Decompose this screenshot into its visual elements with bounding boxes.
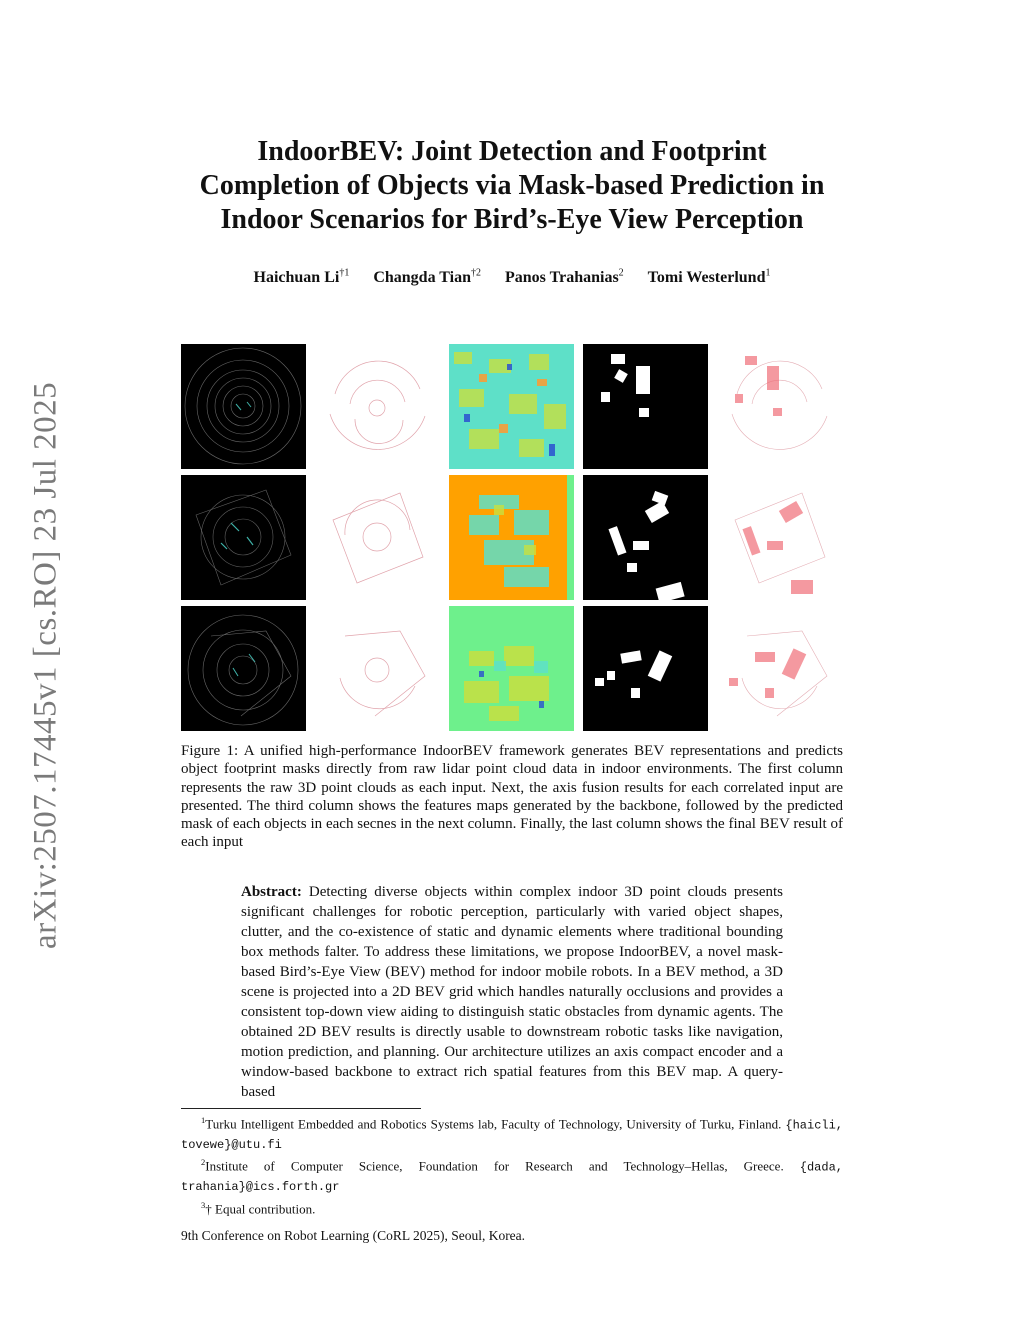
figure-1-grid bbox=[181, 344, 843, 732]
author: Changda Tian$^{\dagger 2}$ bbox=[373, 268, 481, 287]
author: Haichuan Li$^{\dagger 1}$ bbox=[253, 268, 350, 287]
abstract bbox=[241, 882, 783, 1102]
raw-point-cloud-image bbox=[181, 344, 306, 469]
footnote-3: $^3$† Equal contribution. bbox=[201, 1199, 316, 1216]
venue-line: 9th Conference on Robot Learning (CoRL 2025), Seoul, Korea. bbox=[181, 1228, 526, 1243]
title-line-2: Completion of Objects via Mask-based Prediction in bbox=[199, 170, 825, 201]
title-line-1: IndoorBEV: Joint Detection and Footprint bbox=[257, 136, 767, 167]
email: {haicli, tovewe}@utu.fi bbox=[181, 1118, 843, 1152]
email: {dada, trahania}@ics.forth.gr bbox=[181, 1160, 843, 1195]
final-bev-image bbox=[717, 344, 842, 469]
predicted-mask-image bbox=[583, 606, 708, 731]
footnotes bbox=[181, 1112, 843, 1217]
feature-map-image bbox=[449, 475, 574, 600]
axis-fusion-image bbox=[315, 344, 440, 469]
author: Panos Trahanias$^2$ bbox=[505, 268, 624, 287]
raw-point-cloud-image bbox=[181, 606, 306, 731]
abstract-text: Detecting diverse objects within complex indoor 3D point clouds presents significant challenges for robotic perception, particularly with varied object shapes, clutter, and the co-existence of static and dynamic elements where traditional bounding box methods falter. To address these limitations, we propose IndoorBEV, a novel mask-based Bird’s-Eye View (BEV) method for indoor mobile robots. In a BEV method, a 3D scene is projected into a 2D BEV grid which handles naturally occlusions and provides a consistent top-down view aiding to distinguish static obstacles from dynamic agents. The obtained 2D BEV results is directly usable to downstream robotic tasks like navigation, motion prediction, and planning. Our architecture utilizes an axis compact encoder and a window-based backbone to extract rich spatial features from this BEV map. A query-based bbox=[241, 884, 783, 1100]
title-line-3: Indoor Scenarios for Bird’s-Eye View Perception bbox=[220, 204, 804, 235]
footnote-1: $^1$Turku Intelligent Embedded and Robotics Systems lab, Faculty of Technology, University of Turku, Finland. {haicli, tovewe}@utu.fi bbox=[181, 1115, 843, 1152]
paper-title bbox=[150, 135, 874, 237]
axis-fusion-image bbox=[315, 475, 440, 600]
predicted-mask-image bbox=[583, 475, 708, 600]
footnote-divider bbox=[181, 1108, 421, 1109]
final-bev-image bbox=[717, 606, 842, 731]
final-bev-image bbox=[717, 475, 842, 600]
arxiv-sidebar-stamp: arXiv:2507.17445v1 [cs.RO] 23 Jul 2025 bbox=[27, 381, 64, 949]
predicted-mask-image bbox=[583, 344, 708, 469]
footnote-2: $^2$Institute of Computer Science, Foundation for Research and Technology–Hellas, Greece. {dada, trahania}@ics.forth.gr bbox=[181, 1157, 843, 1195]
abstract-label: Abstract: bbox=[241, 884, 302, 900]
author-list bbox=[150, 268, 874, 287]
figure-caption: Figure 1: A unified high-performance IndoorBEV framework generates BEV representations and predicts object footprint masks directly from raw lidar point cloud data in indoor environments. The first column represents the raw 3D point clouds as each input. Next, the axis fusion results for each correlated input are presented. The third column shows the features maps generated by the backbone, followed by the predicted mask of each objects in each secnes in the next column. Finally, the last column shows the final BEV result of each input bbox=[181, 743, 843, 851]
axis-fusion-image bbox=[315, 606, 440, 731]
feature-map-image bbox=[449, 606, 574, 731]
raw-point-cloud-image bbox=[181, 475, 306, 600]
feature-map-image bbox=[449, 344, 574, 469]
author: Tomi Westerlund$^1$ bbox=[647, 268, 771, 287]
